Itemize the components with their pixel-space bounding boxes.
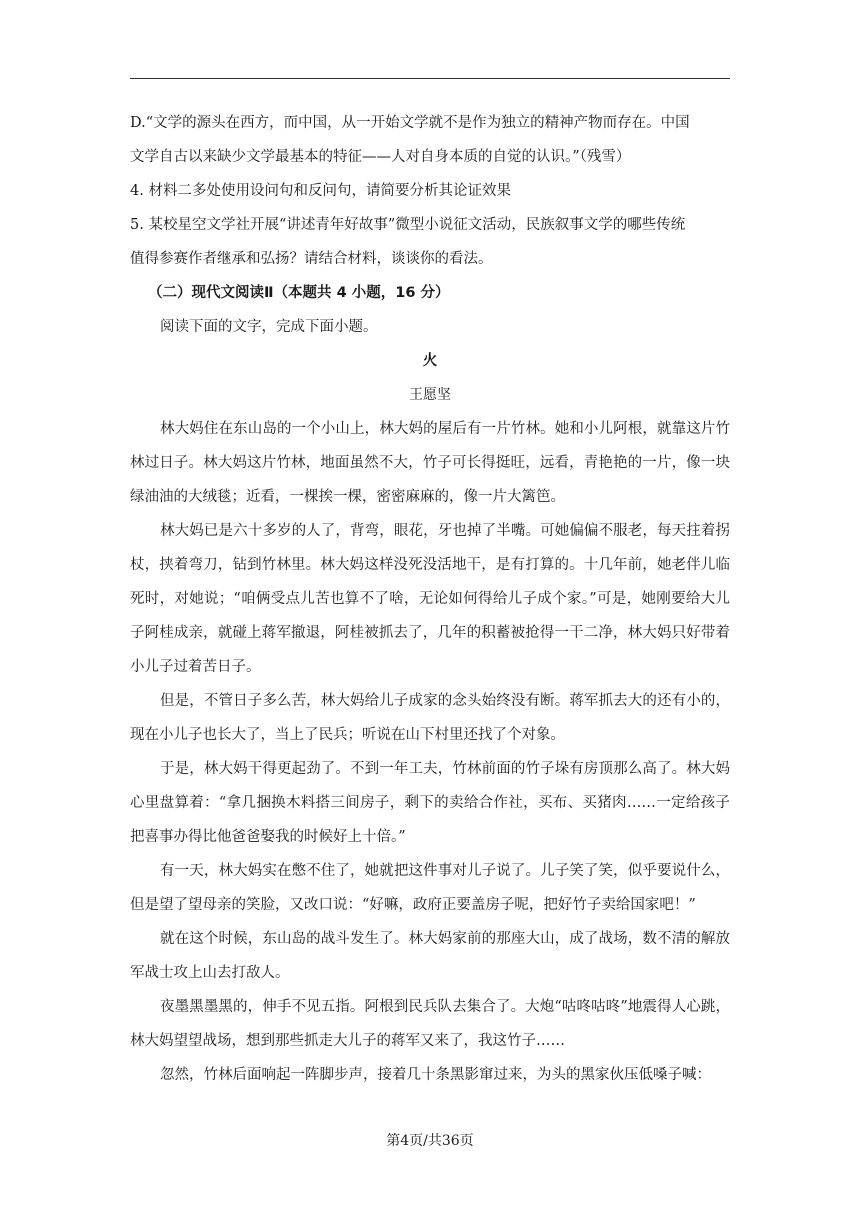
document-body bbox=[130, 106, 730, 1092]
option-d-line-1: D.“文学的源头在西方，而中国，从一开始文学就不是作为独立的精神产物而存在。中国 bbox=[130, 115, 690, 131]
story-paragraph: 林大妈住在东山岛的一个小山上，林大妈的屋后有一片竹林。她和小儿阿根，就靠这片竹林过日子。林大妈这片竹林，地面虽然不大，竹子可长得挺旺，远看，青艳艳的一片，像一块绿油油的大绒毯；近看，一棵挨一棵，密密麻麻的，像一片大篱笆。 bbox=[130, 421, 730, 505]
page-number: 第4页/共36页 bbox=[386, 1133, 474, 1149]
story-title: 火 bbox=[422, 352, 438, 369]
header-rule bbox=[130, 78, 730, 79]
story-paragraph: 林大妈已是六十多岁的人了，背弯，眼花，牙也掉了半嘴。可她偏偏不服老，每天拄着拐杖，挟着弯刀，钻到竹林里。林大妈这样没死没活地干，是有打算的。十几年前，她老伴儿临死时，对她说；“咱俩受点儿苦也算不了啥，无论如何得给儿子成个家。”可是，她刚要给大儿子阿桂成亲，就碰上蒋军撤退，阿桂被抓去了，几年的积蓄被抢得一干二净，林大妈只好带着小儿子过着苦日子。 bbox=[130, 523, 730, 675]
story-paragraph: 忽然，竹林后面响起一阵脚步声，接着几十条黑影窜过来，为头的黑家伙压低嗓子喊： bbox=[160, 1067, 711, 1083]
reading-instruction: 阅读下面的文字，完成下面小题。 bbox=[160, 319, 378, 335]
question-5-line-1: 5. 某校星空文学社开展“讲述青年好故事”微型小说征文活动，民族叙事文学的哪些传统 bbox=[130, 217, 686, 233]
option-d-line-2: 文学自古以来缺少文学最基本的特征——人对自身本质的自觉的认识。”（残雪） bbox=[130, 149, 631, 165]
story-paragraph: 夜墨黑墨黑的，伸手不见五指。阿根到民兵队去集合了。大炮“咕咚咕咚”地震得人心跳，林大妈望望战场，想到那些抓走大儿子的蒋军又来了，我这竹子…… bbox=[130, 999, 730, 1049]
story-author: 王愿坚 bbox=[409, 387, 451, 403]
story-paragraph: 于是，林大妈干得更起劲了。不到一年工夫，竹林前面的竹子垛有房顶那么高了。林大妈心里盘算着：“拿几捆换木料搭三间房子，剩下的卖给合作社，买布、买猪肉……一定给孩子把喜事办得比他爸爸娶我的时候好上十倍。” bbox=[130, 761, 730, 845]
story-paragraph: 就在这个时候，东山岛的战斗发生了。林大妈家前的那座大山，成了战场，数不清的解放军战士攻上山去打敌人。 bbox=[130, 931, 730, 981]
story-paragraph: 但是，不管日子多么苦，林大妈给儿子成家的念头始终没有断。蒋军抓去大的还有小的，现在小儿子也长大了，当上了民兵；听说在山下村里还找了个对象。 bbox=[130, 693, 730, 743]
question-5-line-2: 值得参赛作者继承和弘扬？请结合材料，谈谈你的看法。 bbox=[130, 251, 493, 267]
section-heading: （二）现代文阅读Ⅱ（本题共 4 小题，16 分） bbox=[148, 285, 450, 301]
story-paragraph: 有一天，林大妈实在憋不住了，她就把这件事对儿子说了。儿子笑了笑，似乎要说什么，但是望了望母亲的笑脸，又改口说：“好嘛，政府正要盖房子呢，把好竹子卖给国家吧！” bbox=[130, 863, 730, 913]
question-4: 4. 材料二多处使用设问句和反问句，请简要分析其论证效果 bbox=[130, 183, 511, 199]
